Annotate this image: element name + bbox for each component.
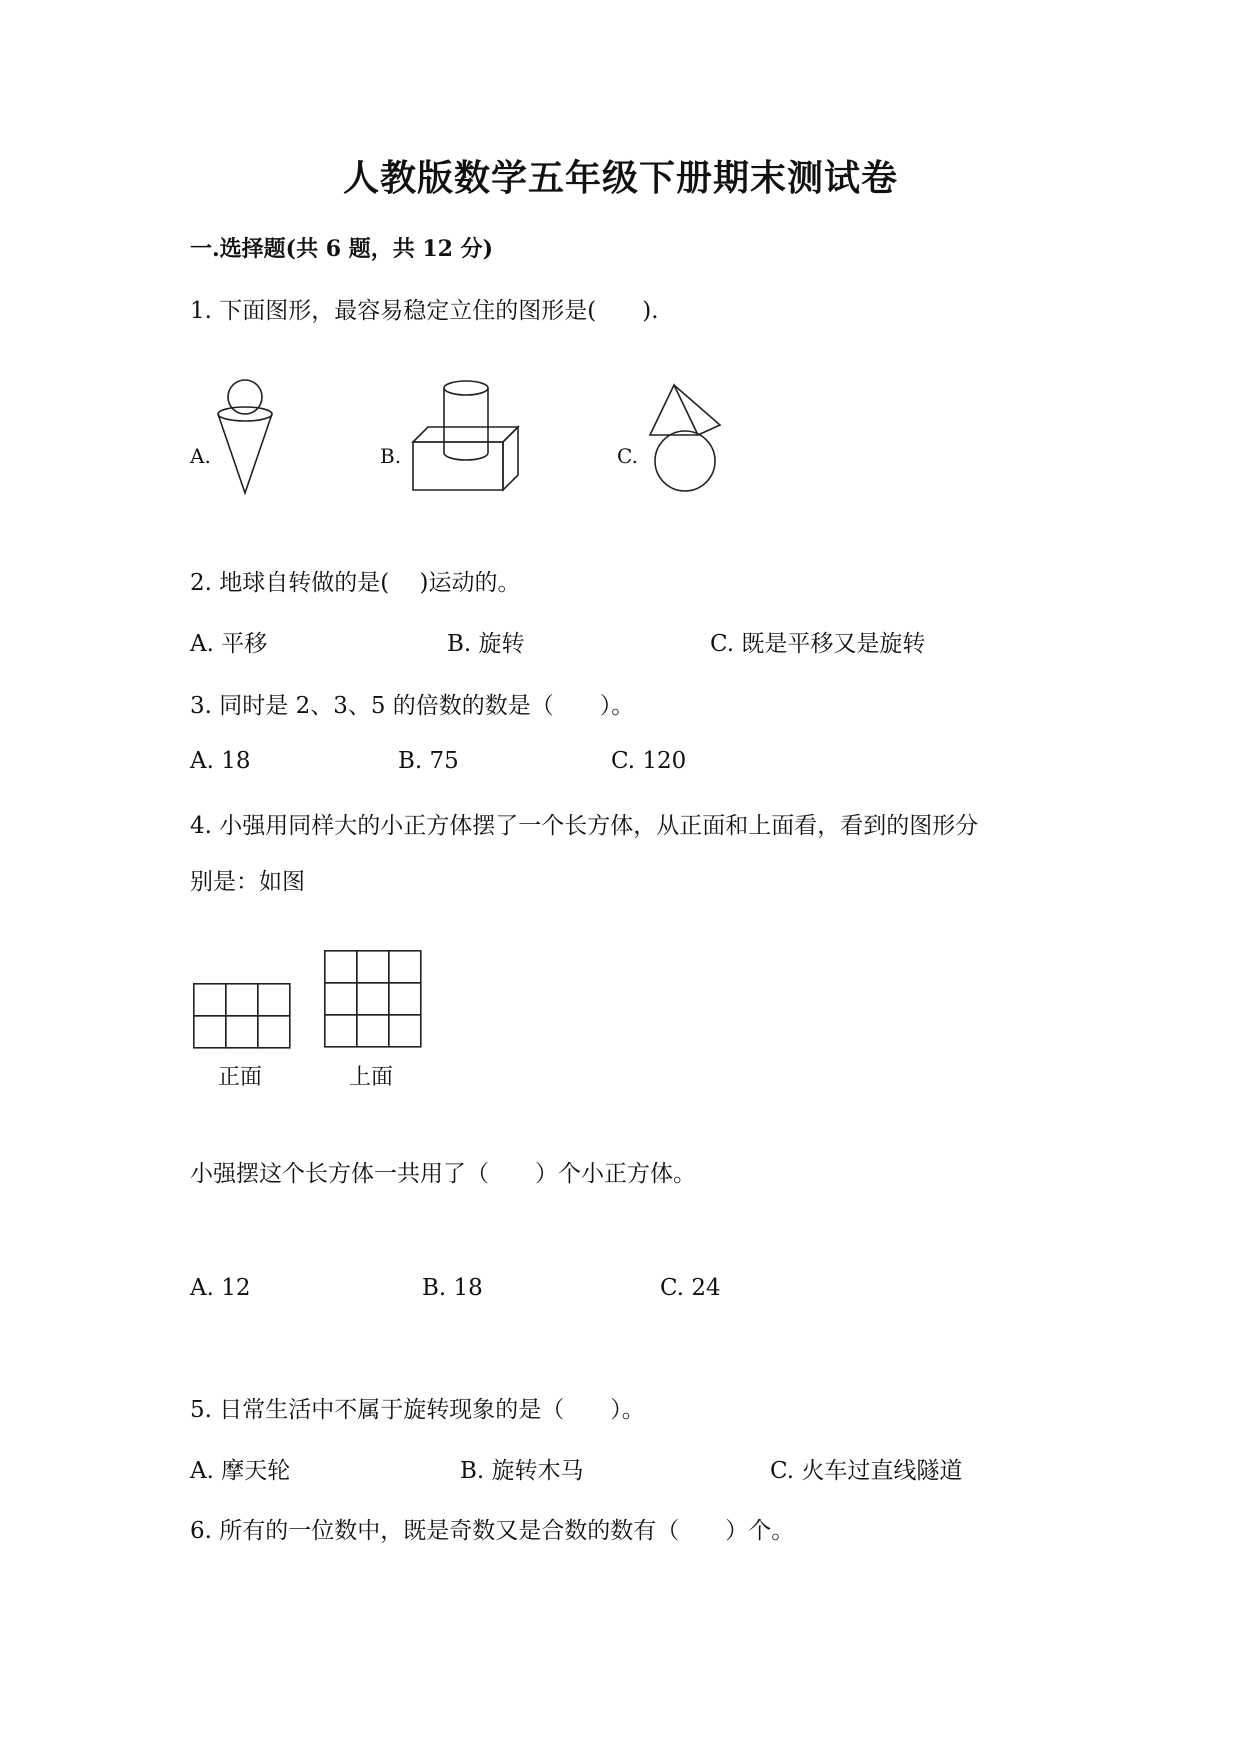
q2-option-c: C. 既是平移又是旋转 xyxy=(710,631,926,657)
grid-cell xyxy=(389,951,421,983)
section-heading: 一.选择题(共 6 题，共 12 分) xyxy=(190,236,494,262)
top-view-caption: 上面 xyxy=(349,1065,394,1090)
q4-option-a: A. 12 xyxy=(190,1275,251,1301)
q5-option-c: C. 火车过直线隧道 xyxy=(770,1458,963,1484)
q4-option-c: C. 24 xyxy=(660,1275,721,1301)
q1-option-a-label: A. xyxy=(190,444,211,468)
grid-cell xyxy=(389,983,421,1015)
grid-cell xyxy=(325,983,357,1015)
sphere-on-cone-icon xyxy=(218,380,288,495)
cone-on-sphere-icon xyxy=(648,385,723,495)
question-5-stem: 5. 日常生活中不属于旋转现象的是（ ）。 xyxy=(190,1397,645,1423)
q2-option-a: A. 平移 xyxy=(190,631,268,657)
q3-option-a: A. 18 xyxy=(190,748,251,774)
grid-cell xyxy=(389,1015,421,1047)
page-title: 人教版数学五年级下册期末测试卷 xyxy=(342,157,898,199)
q1-option-b-label: B. xyxy=(380,444,402,468)
q1-option-c-label: C. xyxy=(617,444,638,468)
q3-option-b: B. 75 xyxy=(398,748,459,774)
grid-cell xyxy=(258,984,290,1016)
q5-option-a: A. 摩天轮 xyxy=(190,1458,291,1484)
grid-cell xyxy=(325,951,357,983)
question-4-stem-line2: 别是：如图 xyxy=(190,869,305,895)
q2-option-b: B. 旋转 xyxy=(447,631,525,657)
q5-option-b: B. 旋转木马 xyxy=(460,1458,584,1484)
question-4-prompt: 小强摆这个长方体一共用了（ ）个小正方体。 xyxy=(190,1161,696,1187)
grid-cell xyxy=(258,1016,290,1048)
grid-cell xyxy=(325,1015,357,1047)
front-view-grid xyxy=(193,983,292,1049)
question-1-stem: 1. 下面图形，最容易稳定立住的图形是( ). xyxy=(190,298,659,324)
grid-cell xyxy=(357,1015,389,1047)
question-2-stem: 2. 地球自转做的是( )运动的。 xyxy=(190,570,521,596)
cylinder-on-box-icon xyxy=(408,380,518,495)
q4-option-b: B. 18 xyxy=(422,1275,483,1301)
question-6-stem: 6. 所有的一位数中，既是奇数又是合数的数有（ ）个。 xyxy=(190,1518,795,1544)
grid-cell xyxy=(194,1016,226,1048)
q3-option-c: C. 120 xyxy=(611,748,687,774)
top-view-grid xyxy=(324,950,423,1049)
grid-cell xyxy=(194,984,226,1016)
question-3-stem: 3. 同时是 2、3、5 的倍数的数是（ ）。 xyxy=(190,693,635,719)
grid-cell xyxy=(226,984,258,1016)
grid-cell xyxy=(357,951,389,983)
grid-cell xyxy=(226,1016,258,1048)
grid-cell xyxy=(357,983,389,1015)
question-4-stem-line1: 4. 小强用同样大的小正方体摆了一个长方体，从正面和上面看，看到的图形分 xyxy=(190,813,979,839)
front-view-caption: 正面 xyxy=(218,1065,263,1090)
